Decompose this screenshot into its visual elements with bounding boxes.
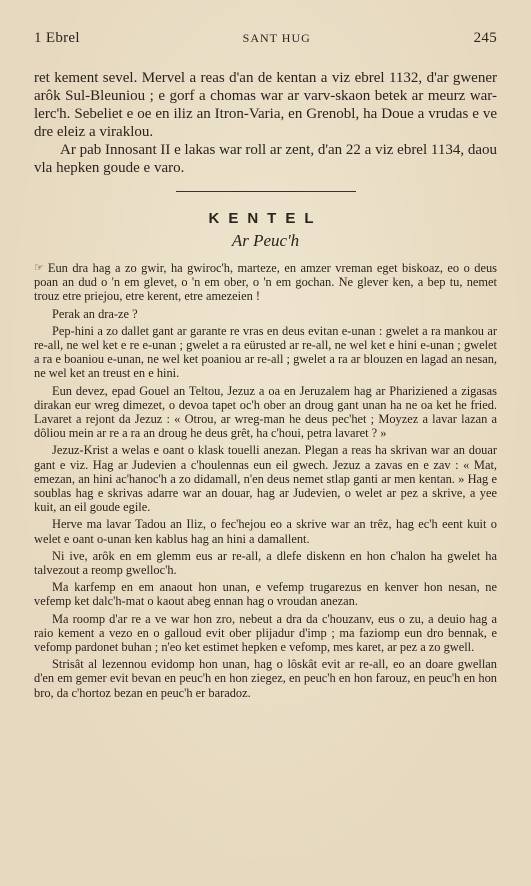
lesson-paragraph: Strisât al lezennou evidomp hon unan, hag o lôskât evit ar re-all, eo an doare gwellan d'en em gemer evit bevan en peuc'h en hon ziegez, en peuc'h en hon farouz, en peuc'h en hon bro, da c'hortoz bezan en peuc'h er baradoz.	[34, 657, 497, 700]
lesson-body	[34, 261, 497, 700]
lesson-paragraph: ☞ Eun dra hag a zo gwir, ha gwiroc'h, marteze, en amzer vreman eget biskoaz, eo o deus poan an dud o 'n em glevet, o 'n em ober, o 'n em gochan. Ne glever ken, a bep tu, nemet trouz etre priejou, etre kerent, etre amezeien !	[34, 261, 497, 304]
lesson-paragraph: Pep-hini a zo dallet gant ar garante re vras en deus evitan e-unan : gwelet a ra mankou ar re-all, ne wel ket e re e-unan ; gwelet a ra eürusted ar re-all, ne wel ket e hini e-unan ; gwelet a ra e boaniou e-unan, ne wel ket poaniou ar re-all ; gwelet a ra ar blouzen en lagad an nesan, ne wel ket an treust en e hini.	[34, 323, 497, 381]
lesson-paragraph: Herve ma lavar Tadou an Iliz, o fec'hejou eo a skrive war an trêz, hag ec'h eent kuit o welet e oant o-unan ken kablus hag an hini a damallent.	[34, 517, 497, 546]
top-paragraph-2: Ar pab Innosant II e lakas war roll ar zent, d'an 22 a viz ebrel 1134, daou vla hepken goude e varo.	[34, 142, 497, 176]
header-date: 1 Ebrel	[34, 30, 80, 46]
lesson-paragraph: Ni ive, arôk en em glemm eus ar re-all, a dlefe diskenn en hon c'halon ha gwelet ha talvezout a reomp gwelloc'h.	[34, 548, 497, 578]
page-number: 245	[473, 30, 497, 46]
section-divider	[176, 191, 356, 192]
lesson-paragraph: Ma karfemp en em anaout hon unan, e vefemp trugarezus en kenver hon nesan, ne vefemp ket dalc'h-mat o kaout abeg ennan hag o vroudan anezan.	[34, 580, 497, 609]
lesson-paragraph: Perak an dra-ze ?	[52, 306, 138, 321]
lesson-paragraph: Ma roomp d'ar re a ve war hon zro, nebeut a dra da c'houzanv, eus o zu, a deuio hag a raio kement a vezo en o galloud evit ober plijadur d'imp ; ma faziomp eun dro bennak, e vefomp pardonet buhan ; n'eo ket estimet hepken e vefomp, mes karet, ar pez a zo gwell.	[34, 611, 497, 655]
header-title: SANT HUG	[242, 31, 311, 45]
section-title: KENTEL	[208, 210, 323, 227]
lesson-paragraph: Jezuz-Krist a welas e oant o klask touelli anezan. Plegan a reas ha skrivan war an douar gant e viz. Hag ar Judevien a c'houlennas eun eil gwech. Jezuz a zavas en e zav : « Mat, emezan, an hini ac'hanoc'h a zo didamall, n'en deus nemet stlap ganti ar men kentan. » Hag e soublas hag e skrivas adarre war an douar, hag ar Judevien, o welet ar pez a skrive, a yee kuit, an eil goude egile.	[34, 443, 497, 515]
pointing-hand-icon: ☞	[34, 262, 44, 274]
page-header	[34, 30, 497, 47]
lesson-paragraph: Eun devez, epad Gouel an Teltou, Jezuz a oa en Jeruzalem hag ar Phariziened a zigasas dirakan eur wreg dimezet, o devoa tapet oc'h ober an droug gant unan ha ne oa ket he fried. Lavaret a rejont da Jezuz : « Otrou, ar wreg-man he deus pec'het ; Moyzez a lavar lazan a dôliou mein ar re a ra an droug he deus grêt, ha c'houi, petra lavaret ? »	[34, 383, 497, 441]
top-paragraph-1: ret kement sevel. Mervel a reas d'an de kentan a viz ebrel 1132, d'ar gwener arôk Sul-Bleuniou ; e gorf a chomas war ar varv-skaon betek ar meurz war-lerc'h. Sebeliet e oe en iliz an Itron-Varia, en Grenobl, ha Doue a vrudas e ve dre eleiz a viraklou.	[34, 70, 497, 140]
section-subtitle: Ar Peuc'h	[231, 231, 300, 250]
